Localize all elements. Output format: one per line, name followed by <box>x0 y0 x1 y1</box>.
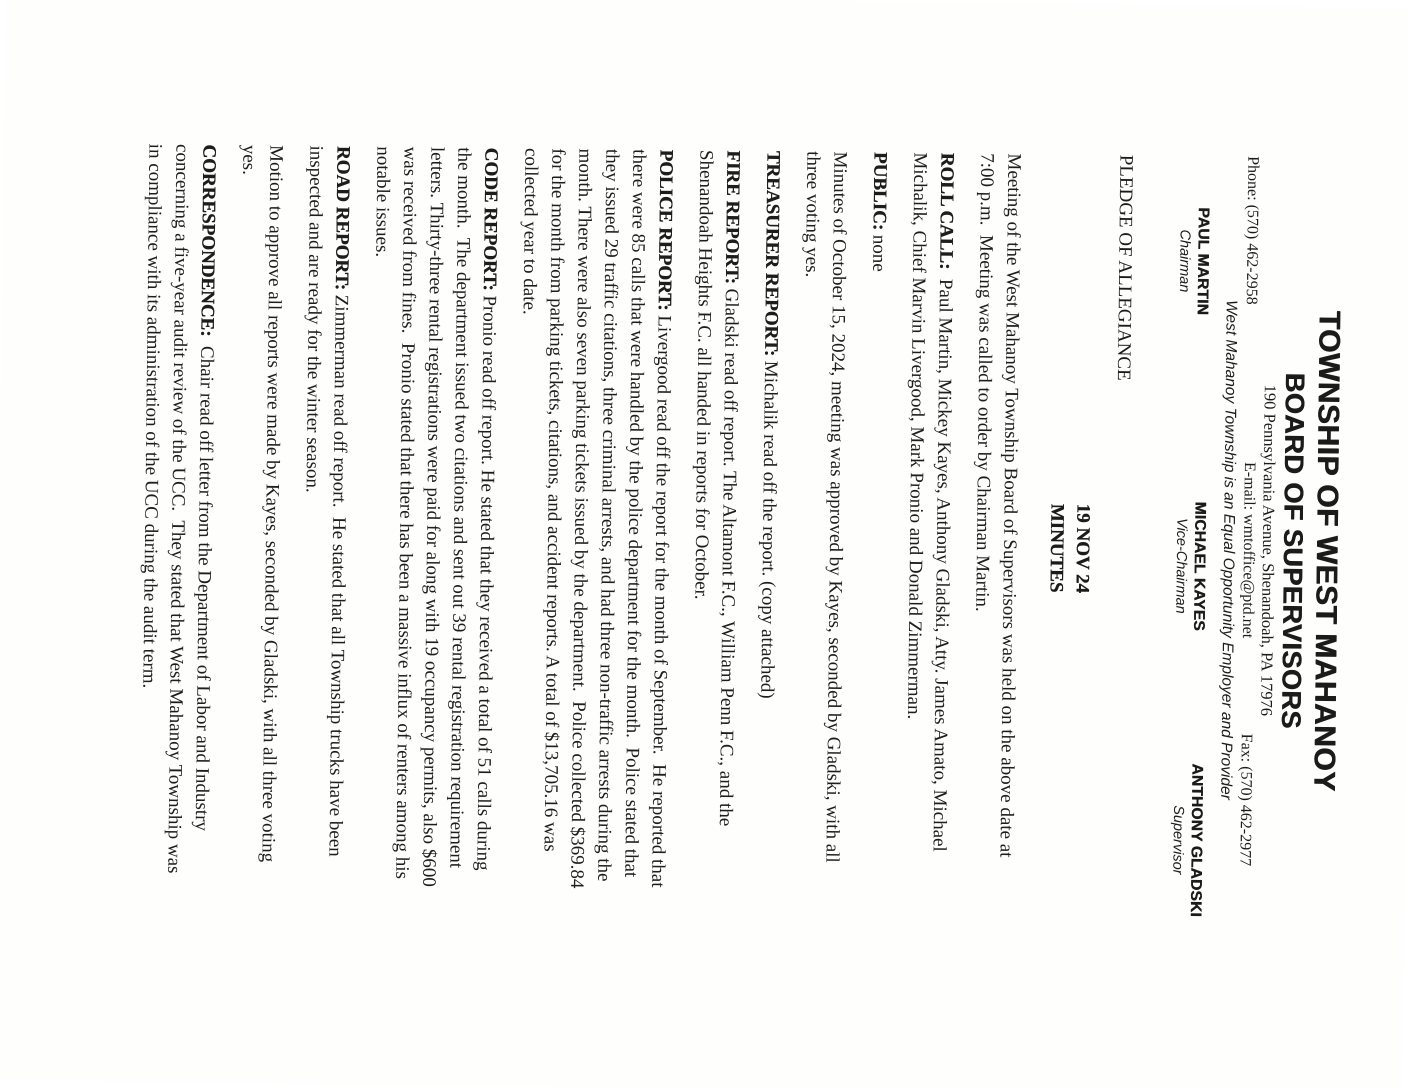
section-label: FIRE REPORT: <box>720 150 744 284</box>
paragraph-text: Zimmerman read off report. He stated that all Township trucks have been inspected and are ready for the winter season. <box>301 145 352 857</box>
minutes-paragraph <box>507 148 680 1080</box>
section-label: CORRESPONDENCE: <box>196 144 220 337</box>
minutes-paragraph <box>292 145 357 1076</box>
org-name-line1: TOWNSHIP OF WEST MAHANOY <box>1307 310 1346 792</box>
paragraph-text: Pronio read off report. He stated that they received a total of 51 calls during the month. The department issued two citations and sent out 39 rental registration requirement letters. Thirty-three rental registrations were paid for along with 19 occupancy permits, also $600 was received from fines. Pronio stated that there has been a massive influx of renters among his notable issues. <box>371 146 500 887</box>
minutes-paragraph <box>856 152 894 1082</box>
minutes-paragraph <box>963 153 1028 1084</box>
email-address: E-mail: wmtoffice@ptd.net <box>1238 461 1258 639</box>
officials-row <box>1163 5 1215 1088</box>
official-title: Supervisor <box>1169 805 1187 875</box>
paragraph-text: Livergood read off the report for the month of September. He reported that there were 85 calls that were handled by the police department for the month. Police stated that they issued 29 traffic citations, three criminal arrests, and had three non-traffic arrests during the month. There were also seven parking tickets issued by the department. Police collected $369.84 for the month from parking tickets, citations, and accident reports. A total of $13,705.16 was collected year to date. <box>518 147 675 889</box>
minutes-paragraph <box>789 151 854 1082</box>
minutes-body <box>131 144 1027 1084</box>
paragraph-text: Meeting of the West Mahanoy Township Board of Supervisors was held on the above date at 7:00 p.m. Meeting was called to order by Chairman Martin. <box>971 153 1025 858</box>
document-title: MINUTES <box>1045 503 1068 593</box>
official-vice-chairman <box>1171 463 1210 668</box>
section-label: TREASURER REPORT: <box>760 150 784 357</box>
meeting-date: 19 NOV 24 <box>1071 503 1094 594</box>
pledge-line: PLEDGE OF ALLEGIANCE <box>1112 154 1137 381</box>
minutes-paragraph <box>682 150 747 1081</box>
official-supervisor <box>1168 737 1207 942</box>
minutes-paragraph <box>225 145 290 1076</box>
section-label: PUBLIC: <box>868 151 891 231</box>
paragraph-text: Michalik read off the report. (copy attached) <box>756 355 782 699</box>
paragraph-text: Paul Martin, Mickey Kayes, Anthony Gladski, Atty. James Amato, Michael Michalik, Chief Marvin Livergood, Mark Pronio and Donald Zimmerman. <box>903 152 957 852</box>
minutes-paragraph <box>896 152 961 1083</box>
official-name: ANTHONY GLADSKI <box>1186 763 1206 917</box>
official-title: Vice-Chairman <box>1172 517 1190 614</box>
official-name: PAUL MARTIN <box>1193 207 1212 315</box>
official-name: MICHAEL KAYES <box>1190 501 1209 631</box>
fax-number: Fax: (570) 462-2977 <box>1236 733 1255 867</box>
section-label: ROAD REPORT: <box>330 145 354 291</box>
minutes-paragraph <box>359 146 505 1077</box>
official-title: Chairman <box>1175 229 1193 293</box>
section-label: ROLL CALL: <box>935 152 958 270</box>
paragraph-text: Gladski read off report. The Altamont F.C., William Penn F.C., and the Shenandoah Heights F.C. all handed in reports for October. <box>690 149 742 827</box>
minutes-paragraph <box>749 151 787 1081</box>
letterhead <box>1163 5 1408 1088</box>
official-chairman <box>1174 173 1213 348</box>
section-label: POLICE REPORT: <box>653 149 677 311</box>
org-address: 190 Pennsylvania Avenue, Shenandoah, PA 17976 <box>1257 384 1280 717</box>
paragraph-text: Motion to approve all reports were made by Kayes, seconded by Gladski, with all three voting yes. <box>238 144 287 863</box>
minutes-heading <box>1037 4 1101 1088</box>
paragraph-text: Chair read off letter from the Department of Labor and Industry concerning a five-year audit review of the UCC. They stated that West Mahanoy Township was in compliance with its administration of the UCC during the audit term. <box>138 143 218 874</box>
minutes-paragraph <box>131 144 223 1075</box>
phone-number: Phone: (570) 462-2958 <box>1242 156 1262 305</box>
eoe-tagline: West Mahanoy Township is an Equal Opportunity Employer and Provider <box>1217 300 1240 800</box>
paragraph-text: Minutes of October 15, 2024, meeting was approved by Kayes, seconded by Gladski, with all three voting yes. <box>801 151 851 863</box>
section-label: CODE REPORT: <box>478 147 502 291</box>
org-name-line2: BOARD OF SUPERVISORS <box>1275 372 1310 729</box>
paragraph-text: none <box>868 229 890 272</box>
